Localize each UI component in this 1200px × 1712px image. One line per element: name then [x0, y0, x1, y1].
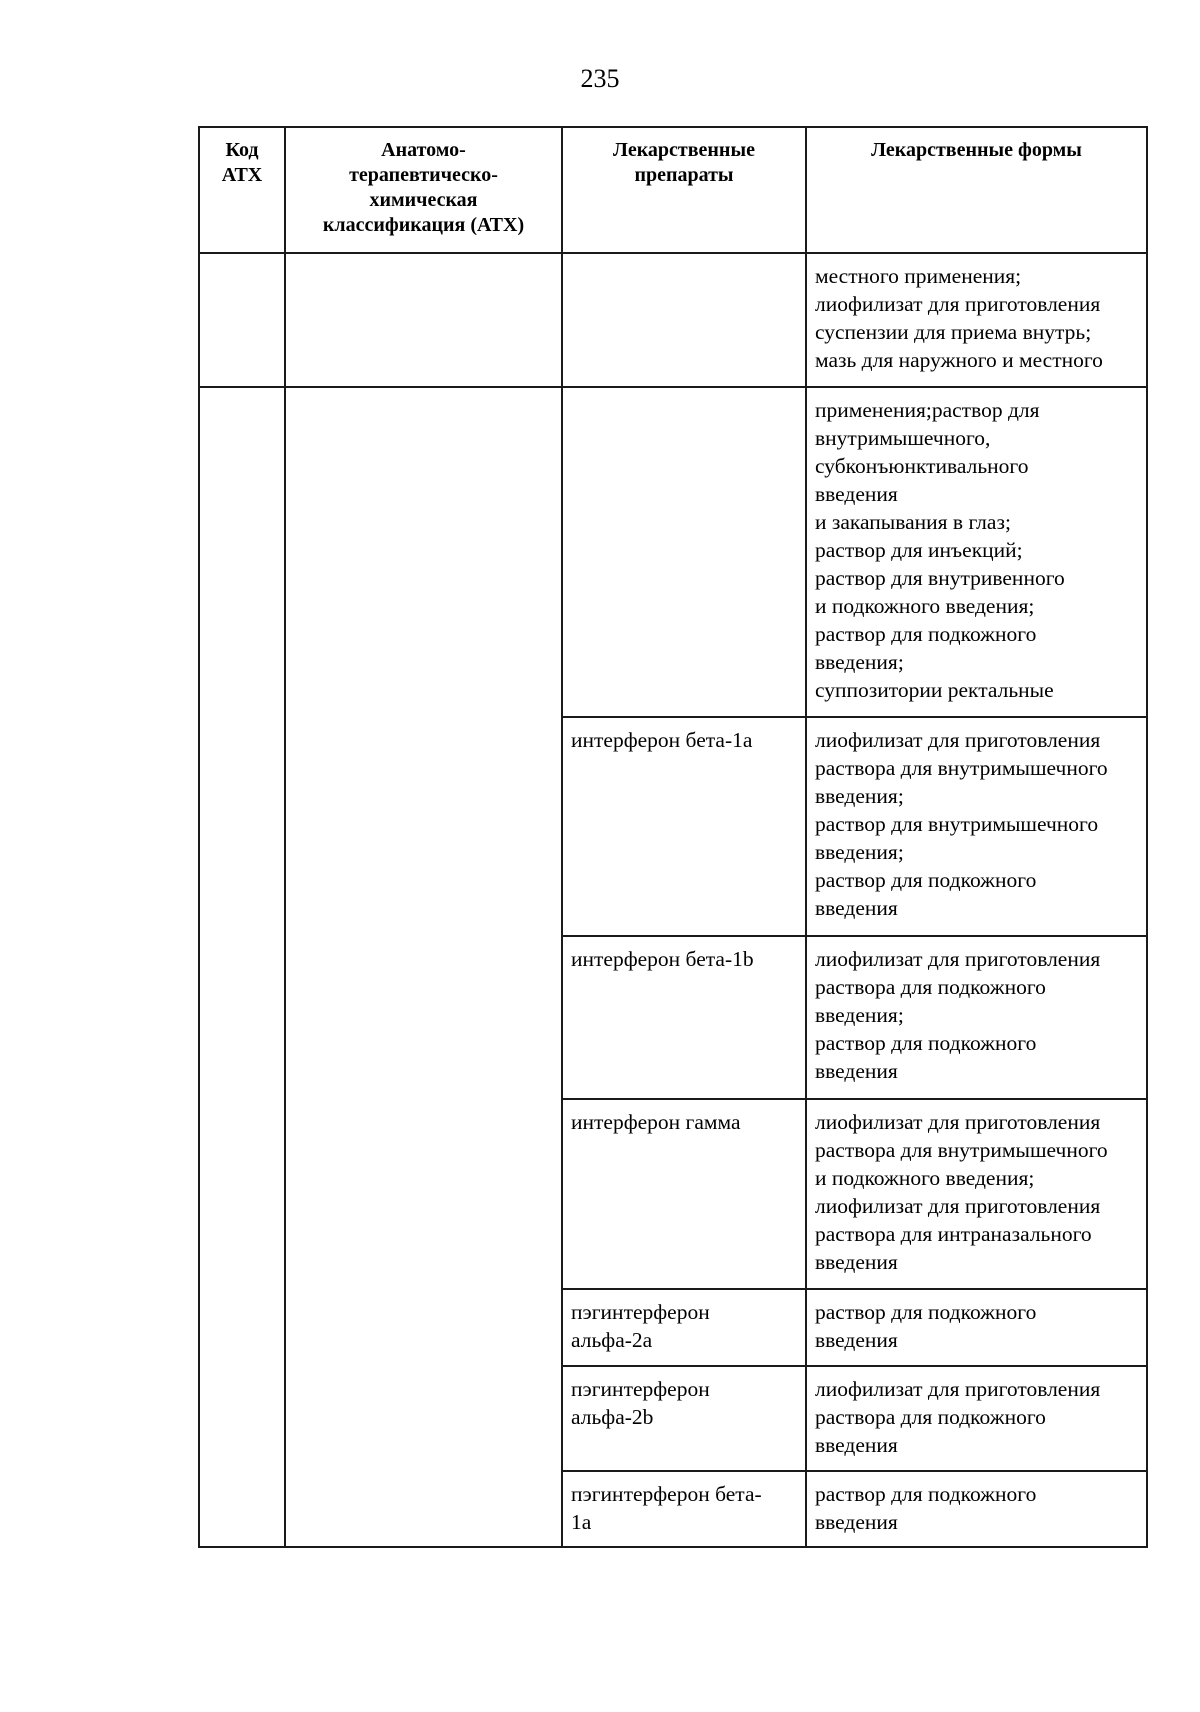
cell-forms: раствор для подкожного введения [806, 1471, 1147, 1547]
cell-drug: пэгинтерферон альфа-2b [562, 1366, 806, 1471]
cell-forms: местного применения; лиофилизат для приготовления суспензии для приема внутрь; мазь для наружного и местного [806, 253, 1147, 387]
cell-drug [562, 253, 806, 387]
table-row [199, 387, 1147, 717]
header-drugs: Лекарственные препараты [562, 127, 806, 253]
cell-classification [285, 253, 562, 387]
page-number: 235 [580, 64, 620, 93]
header-classification: Анатомо- терапевтическо- химическая классификация (АТХ) [285, 127, 562, 253]
cell-drug: пэгинтерферон альфа-2а [562, 1289, 806, 1366]
atx-table [198, 126, 1148, 1548]
table-header-row [199, 127, 1147, 253]
cell-drug [562, 387, 806, 717]
table-row [199, 253, 1147, 387]
cell-forms: лиофилизат для приготовления раствора для подкожного введения; раствор для подкожного введения [806, 936, 1147, 1099]
cell-drug: интерферон бета-1а [562, 717, 806, 936]
cell-drug: интерферон гамма [562, 1099, 806, 1289]
cell-code [199, 387, 285, 1547]
header-code: Код АТХ [199, 127, 285, 253]
cell-drug: интерферон бета-1b [562, 936, 806, 1099]
cell-forms: применения;раствор для внутримышечного, субконъюнктивального введения и закапывания в глаз; раствор для инъекций; раствор для внутривенного и подкожного введения; раствор для подкожного введения; суппозитории ректальные [806, 387, 1147, 717]
cell-forms: лиофилизат для приготовления раствора для внутримышечного и подкожного введения; лиофилизат для приготовления раствора для интраназального введения [806, 1099, 1147, 1289]
cell-code [199, 253, 285, 387]
cell-drug: пэгинтерферон бета- 1а [562, 1471, 806, 1547]
cell-forms: лиофилизат для приготовления раствора для подкожного введения [806, 1366, 1147, 1471]
cell-forms: лиофилизат для приготовления раствора для внутримышечного введения; раствор для внутримышечного введения; раствор для подкожного введения [806, 717, 1147, 936]
header-forms: Лекарственные формы [806, 127, 1147, 253]
cell-forms: раствор для подкожного введения [806, 1289, 1147, 1366]
cell-classification [285, 387, 562, 1547]
